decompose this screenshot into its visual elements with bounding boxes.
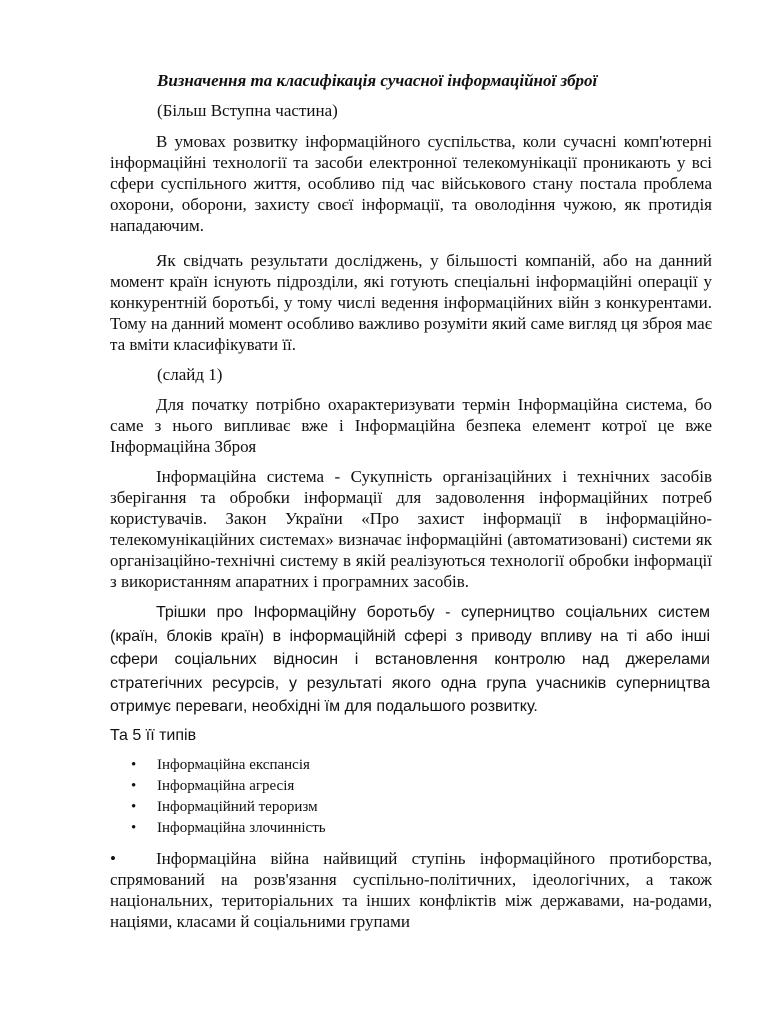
list-item-label: Інформаційна експансія xyxy=(157,757,310,773)
list-item xyxy=(131,776,531,797)
bullet-icon: • xyxy=(131,799,137,815)
list-item xyxy=(131,755,531,776)
document-subtitle: (Більш Вступна частина) xyxy=(157,101,338,120)
bullet-icon: • xyxy=(110,849,116,868)
bullet-icon: • xyxy=(131,757,137,773)
paragraph-info-war: Інформаційна війна найвищий ступінь інформаційного протиборства, спрямований на розв'язання суспільно-політичних, ідеологічних, а також національних, територіальних та інших конфліктів між державами, на-родами, націями, класами й соціальними групами xyxy=(110,849,712,931)
bullet-icon: • xyxy=(131,778,137,794)
list-item xyxy=(131,818,531,839)
list-item-label: Інформаційна злочинність xyxy=(157,820,326,836)
bullet-icon: • xyxy=(131,820,137,836)
list-item-label: Інформаційний тероризм xyxy=(157,799,318,815)
document-title: Визначення та класифікація сучасної інформаційної зброї xyxy=(157,71,598,90)
list-item-label: Інформаційна агресія xyxy=(157,778,295,794)
types-list xyxy=(131,755,531,839)
slide-label: (слайд 1) xyxy=(157,365,223,384)
paragraph-info-system-definition: Інформаційна система - Сукупність організаційних і технічних засобів зберігання та обробки інформації для задоволення інформаційних потреб користувачів. Закон України «Про захист інформації в інформаційно-телекомунікаційних системах» визначає інформаційні (автоматизовані) системи як організаційно-технічні систему в якій реалізуються технології обробки інформації з використанням апаратних і програмних засобів. xyxy=(110,467,712,591)
list-item xyxy=(131,797,531,818)
paragraph-intro: В умовах розвитку інформаційного суспільства, коли сучасні комп'ютерні інформаційні технології та засоби електронної телекомунікації проникають у всі сфери суспільного життя, особливо під час військового стану постала проблема охорони, оборони, захисту своєї інформації, та оволодіння чужою, як протидія нападаючим. xyxy=(110,132,712,235)
paragraph-info-struggle: Трішки про Інформаційну боротьбу - суперництво соціальних систем (країн, блоків країн) в інформаційній сфері з приводу впливу на ті або інші сфери соціальних відносин і встановлення контролю над джерелами стратегічних ресурсів, у результаті якого одна група учасників суперництва отримує переваги, необхідні їм для подальшого розвитку. xyxy=(110,604,710,715)
paragraph-research: Як свідчать результати досліджень, у більшості компаній, або на данний момент країн існують підрозділи, які готують спеціальні інформаційні операції у конкурентній боротьбі, у тому числі ведення інформаційних війн з конкурентами. Тому на данний момент особливо важливо розуміти який саме вигляд ця зброя має та вміти класифікувати її. xyxy=(110,251,712,354)
types-heading: Та 5 її типів xyxy=(110,727,197,744)
paragraph-info-system-term: Для початку потрібно охарактеризувати термін Інформаційна система, бо саме з нього випливає вже і Інформаційна безпека елемент котрої це вже Інформаційна Зброя xyxy=(110,395,712,456)
